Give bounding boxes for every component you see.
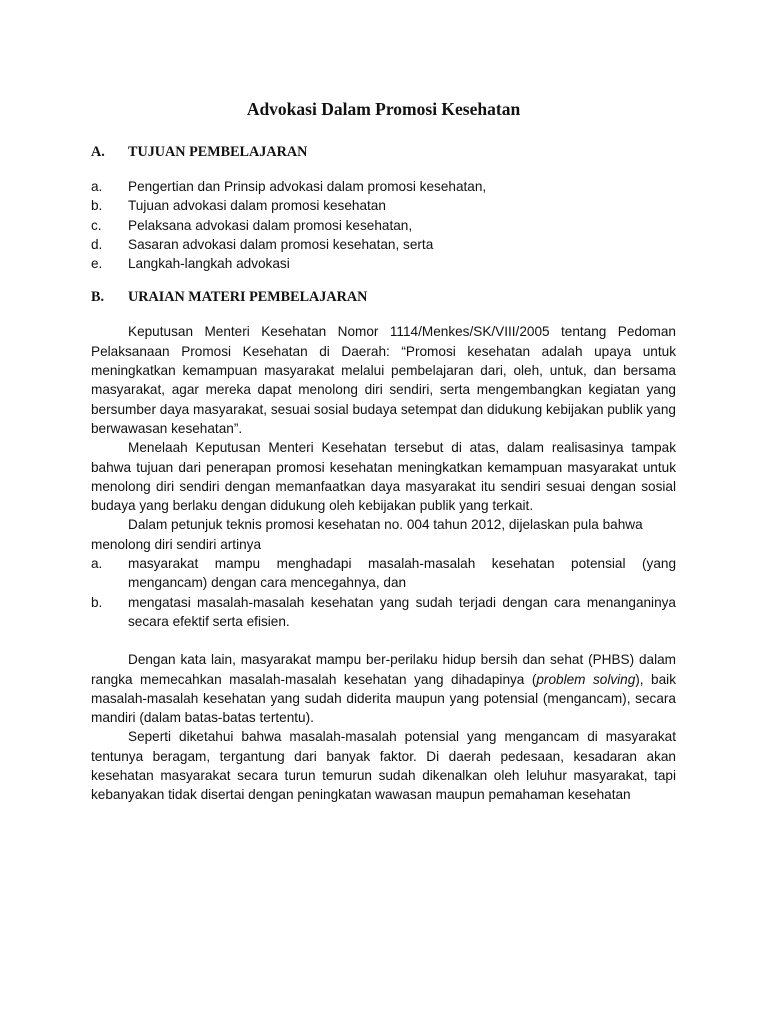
list-marker: a. (91, 179, 103, 194)
section-a-heading (91, 142, 676, 162)
section-a-letter: A. (91, 144, 105, 160)
paragraph-2: Menelaah Keputusan Menteri Kesehatan tersebut di atas, dalam realisasinya tampak bahwa tujuan dari penerapan promosi kesehatan meningkatkan kemampuan masyarakat untuk menolong diri sendiri dengan memanfaatkan daya masyarakat itu sendiri sesuai dengan sosial budaya yang berlaku dengan didukung oleh kebijakan publik yang terkait. (91, 440, 676, 514)
list-marker: b. (91, 594, 103, 610)
list-marker: c. (91, 217, 102, 233)
section-a-title: TUJUAN PEMBELAJARAN (128, 144, 308, 160)
list-item-text: mengatasi masalah-masalah kesehatan yang sudah terjadi dengan cara menanganinya secara efektif serta efisien. (128, 594, 676, 629)
paragraph-4-text: Dengan kata lain, masyarakat mampu ber-perilaku hidup bersih dan sehat (PHBS) dalam rangka memecahkan masalah-masalah kesehatan yang dihadapinya ( (91, 652, 676, 687)
paragraph-4 (91, 650, 676, 727)
section-b-heading (91, 287, 676, 307)
paragraph-3-first-line: Dalam petunjuk teknis promosi kesehatan no. 004 tahun 2012, dijelaskan pula bahwa (128, 517, 643, 533)
list-marker: b. (91, 198, 103, 214)
list-item (91, 254, 676, 273)
paragraph-5: Seperti diketahui bahwa masalah-masalah potensial yang mengancam di masyarakat tentunya beragam, tergantung dari banyak faktor. Di daerah pedesaan, kesadaran akan kesehatan masyarakat secara turun temurun sudah dikenalkan oleh leluhur masyarakat, tapi kebanyakan tidak disertai dengan peningkatan wawasan maupun pemahaman kesehatan (91, 729, 676, 803)
list-item-text: Pengertian dan Prinsip advokasi dalam promosi kesehatan, (128, 179, 487, 194)
paragraph-4-text-end: ), baik masalah-masalah kesehatan yang sudah diderita maupun yang potensial (mengancam), secara mandiri (dalam batas-batas tertentu). (91, 671, 676, 726)
list-item-text: Sasaran advokasi dalam promosi kesehatan, serta (128, 236, 434, 252)
paragraph-4-italic-term: problem solving (536, 671, 636, 687)
section-b-title: URAIAN MATERI PEMBELAJARAN (128, 289, 368, 306)
list-item-text: Tujuan advokasi dalam promosi kesehatan (128, 198, 386, 214)
list-item (91, 593, 676, 632)
document-content (91, 98, 676, 805)
self-help-meaning-list (91, 554, 676, 631)
list-item (91, 235, 676, 254)
list-item-text: Langkah-langkah advokasi (128, 256, 290, 272)
list-marker: e. (91, 256, 103, 272)
list-item (91, 216, 676, 235)
list-item-text: masyarakat mampu menghadapi masalah-masalah kesehatan potensial (yang mengancam) dengan cara mencegahnya, dan (128, 556, 676, 591)
document-title: Advokasi Dalam Promosi Kesehatan (246, 99, 521, 119)
list-marker: a. (91, 556, 103, 572)
paragraph-3-continuation: menolong diri sendiri artinya (91, 536, 262, 552)
paragraph-1: Keputusan Menteri Kesehatan Nomor 1114/Menkes/SK/VIII/2005 tentang Pedoman Pelaksanaan Promosi Kesehatan di Daerah: “Promosi kesehatan adalah upaya untuk meningkatkan kemampuan masyarakat melalui pembelajaran dari, oleh, untuk, dan bersama masyarakat, agar mereka dapat menolong diri sendiri, serta mengembangkan kegiatan yang bersumber daya masyarakat, sesuai sosial budaya setempat dan didukung kebijakan publik yang berwawasan kesehatan”. (91, 324, 676, 436)
list-marker: d. (91, 236, 103, 252)
learning-objectives-list (91, 177, 676, 273)
list-item (91, 196, 676, 215)
section-b-letter: B. (91, 289, 105, 306)
list-item (91, 177, 676, 196)
blank-line (91, 631, 676, 650)
list-item-text: Pelaksana advokasi dalam promosi kesehatan, (128, 217, 413, 233)
list-item (91, 554, 676, 593)
